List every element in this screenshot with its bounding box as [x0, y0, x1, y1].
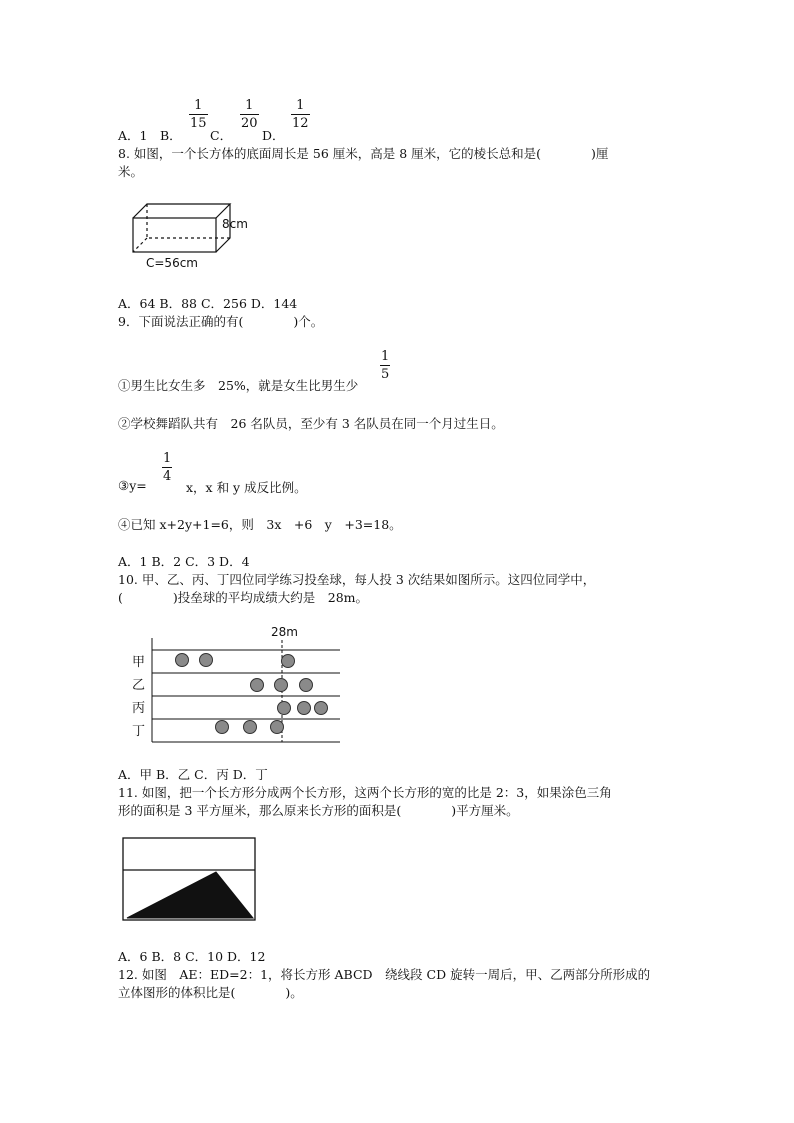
fraction-bar [291, 114, 310, 115]
fraction-denominator: 4 [163, 469, 172, 484]
fraction-denominator: 12 [292, 116, 309, 131]
q8-stem-line2: 米。 [118, 164, 144, 179]
q7-option-b: B． [160, 128, 182, 143]
q10-stem-line1: 10. 甲、乙、丙、丁四位同学练习投垒球，每人投 3 次结果如图所示。这四位同学中， [118, 572, 596, 587]
throw-dot [216, 721, 229, 734]
q10-stem-line2: ( )投垒球的平均成绩大约是 28m。 [118, 590, 369, 605]
cuboid-perimeter-label: C=56cm [146, 256, 198, 270]
q7-fraction-c [240, 99, 259, 130]
throw-dot [200, 654, 213, 667]
fraction-bar [240, 114, 259, 115]
cuboid-top-edges [133, 204, 230, 218]
q9-statement-3-fraction [162, 452, 172, 483]
throw-dot [251, 679, 264, 692]
fraction-bar [162, 467, 172, 468]
fraction-denominator: 15 [190, 116, 207, 131]
q9-statement-1: ①男生比女生多 25%，就是女生比男生少 [118, 378, 359, 393]
fraction-numerator: 1 [245, 98, 254, 113]
throw-dot [278, 702, 291, 715]
row-label-yi: 乙 [132, 678, 146, 693]
q8-stem-line1: 8. 如图，一个长方体的底面周长是 56 厘米，高是 8 厘米，它的棱长总和是( )厘 [118, 146, 609, 161]
throw-dot [315, 702, 328, 715]
fraction-numerator: 1 [163, 451, 172, 466]
q7-fraction-d [291, 99, 310, 130]
throw-dot [298, 702, 311, 715]
q8-options: A．64 B．88 C．256 D．144 [118, 296, 298, 311]
cuboid-height-label: 8cm [222, 217, 248, 231]
q9-statement-2: ②学校舞蹈队共有 26 名队员，至少有 3 名队员在同一个月过生日。 [118, 416, 504, 431]
fraction-numerator: 1 [194, 98, 203, 113]
throw-dot [275, 679, 288, 692]
q7-option-a: A．1 [118, 128, 148, 143]
q9-statement-3-suffix: x，x 和 y 成反比例。 [186, 480, 307, 495]
q9-statement-4: ④已知 x+2y+1=6，则 3x +6 y +3=18。 [118, 517, 402, 532]
q7-fraction-b [189, 99, 208, 130]
marker-28m-label: 28m [271, 625, 298, 639]
fraction-bar [189, 114, 208, 115]
throw-dot [271, 721, 284, 734]
q10-options: A．甲 B．乙 C．丙 D．丁 [118, 767, 268, 782]
q12-stem-line1: 12. 如图 AE：ED=2：1，将长方形 ABCD 绕线段 CD 旋转一周后，甲、乙两部分所形成的 [118, 967, 651, 982]
q9-stem: 9．下面说法正确的有( )个。 [118, 314, 324, 329]
q7-option-d: D． [262, 128, 285, 143]
fraction-numerator: 1 [381, 349, 390, 364]
outer-rectangle [123, 838, 255, 920]
q7-option-c: C． [210, 128, 233, 143]
q9-statement-1-fraction [380, 350, 390, 381]
cuboid-hidden-edge [133, 238, 147, 252]
throw-dot [282, 655, 295, 668]
row-label-ding: 丁 [132, 724, 146, 739]
shaded-triangle [127, 872, 253, 918]
cuboid-right-edges [216, 204, 230, 252]
q12-stem-line2: 立体图形的体积比是( )。 [118, 985, 303, 1000]
throw-dot [300, 679, 313, 692]
row-label-bing: 丙 [132, 701, 146, 716]
fraction-denominator: 5 [381, 367, 390, 382]
cuboid-front-face [133, 218, 216, 252]
q9-options: A．1 B．2 C．3 D．4 [118, 554, 250, 569]
q11-stem-line1: 11. 如图，把一个长方形分成两个长方形，这两个长方形的宽的比是 2：3，如果涂色三角 [118, 785, 612, 800]
fraction-denominator: 20 [241, 116, 258, 131]
q11-stem-line2: 形的面积是 3 平方厘米，那么原来长方形的面积是( )平方厘米。 [118, 803, 519, 818]
throw-dot [244, 721, 257, 734]
cuboid-hidden-edges [147, 204, 230, 238]
fraction-bar [380, 365, 390, 366]
row-label-jia: 甲 [132, 655, 146, 670]
q9-statement-3-prefix: ③y= [118, 478, 147, 493]
throw-dot [176, 654, 189, 667]
q11-options: A．6 B．8 C．10 D．12 [118, 949, 266, 964]
fraction-numerator: 1 [296, 98, 305, 113]
